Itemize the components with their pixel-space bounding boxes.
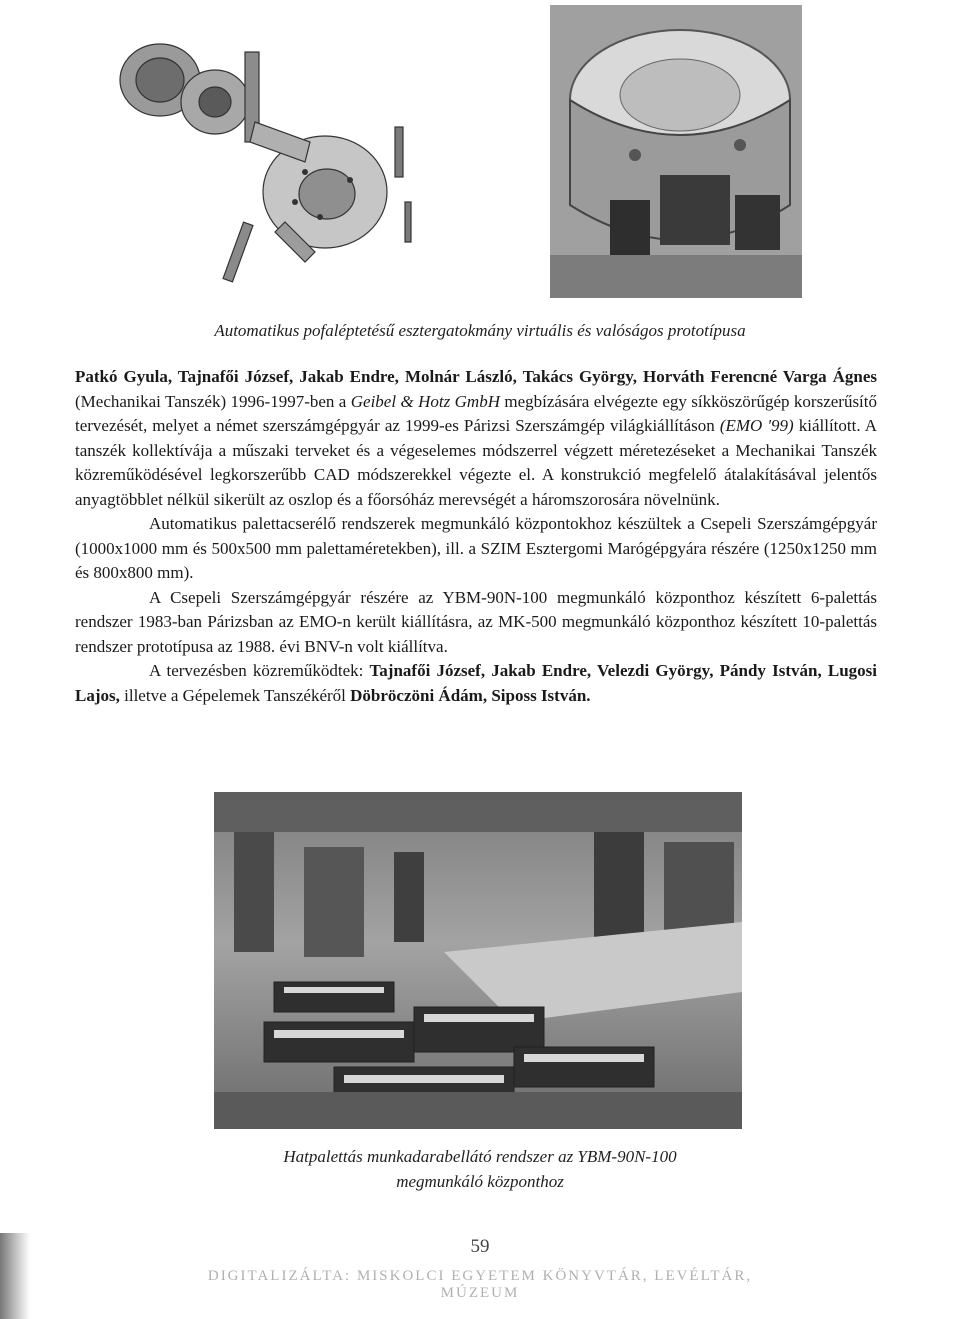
digitization-footer: DIGITALIZÁLTA: MISKOLCI EGYETEM KÖNYVTÁR, LEVÉLTÁR, MÚZEUM xyxy=(207,1268,753,1301)
paragraph-2: Automatikus palettacserélő rendszerek megmunkáló központokhoz készültek a Csepeli Szerszámgépgyár (1000x1000 mm és 500x500 mm palettaméretekben), ill. a SZIM Esztergomi Marógépgyára részére (1250x1250 mm és 800x800 mm). xyxy=(75,514,877,582)
chuck-virtual-prototype-image xyxy=(105,22,425,292)
figure2-caption-line1: Hatpalettás munkadarabellátó rendszer az YBM-90N-100 xyxy=(283,1147,677,1166)
authors-bold: Patkó Gyula, Tajnafői József, Jakab Endre, Molnár László, Takács György, Horváth Ferencné Varga Ágnes xyxy=(75,367,877,386)
contributors-bold-2: Döbröczöni Ádám, Siposs István. xyxy=(350,685,591,705)
body-text xyxy=(75,365,877,708)
text-span: kiállított. A tanszék kollektívája a műszaki terveket és a végeselemes módszerrel végzett méretezéseket a Mechanikai Tanszék közreműködésével legkorszerűbb CAD módszerekkel végezte el. A konstrukció megfelelő átalakításával jelentős anyagtöbblet nélkül sikerült az oszlop és a főorsóház merevségét a háromszorosára növelnünk. xyxy=(75,416,877,509)
page-number: 59 xyxy=(470,1236,490,1257)
chuck-real-prototype-photo xyxy=(550,5,802,298)
text-span: A tervezésben közreműködtek: xyxy=(149,661,370,680)
scan-edge-shadow xyxy=(0,1233,30,1319)
figure2-caption-line2: megmunkáló központhoz xyxy=(396,1172,564,1191)
contributors-bold: Tajnafői József, Jakab Endre, Velezdi György, Pándy István, Lugosi Lajos, xyxy=(75,661,877,705)
company-name: Geibel & Hotz GmbH xyxy=(350,391,500,411)
exhibition-name: (EMO '99) xyxy=(719,416,794,435)
text-span: illetve a Gépelemek Tanszékéről xyxy=(119,685,351,705)
text-span: megbízására elvégezte egy síkköszörűgép korszerűsítő tervezését, melyet a német szerszámgépgyár az 1999-es Párizsi Szerszámgép világkiállításon xyxy=(75,391,878,435)
pallet-system-factory-photo xyxy=(214,792,742,1129)
text-span: (Mechanikai Tanszék) 1996-1997-ben a xyxy=(75,391,351,411)
paragraph-4 xyxy=(75,659,877,708)
figure1-caption: Automatikus pofaléptetésű esztergatokmány virtuális és valóságos prototípusa xyxy=(214,321,746,340)
paragraph-3: A Csepeli Szerszámgépgyár részére az YBM-90N-100 megmunkáló központhoz készített 6-palettás rendszer 1983-ban Párizsban az EMO-n került kiállításra, az MK-500 megmunkáló központhoz készített 10-palettás rendszer prototípusa az 1988. évi BNV-n volt kiállítva. xyxy=(75,587,877,656)
paragraph-1 xyxy=(75,365,877,512)
figure2-caption xyxy=(180,1144,780,1194)
